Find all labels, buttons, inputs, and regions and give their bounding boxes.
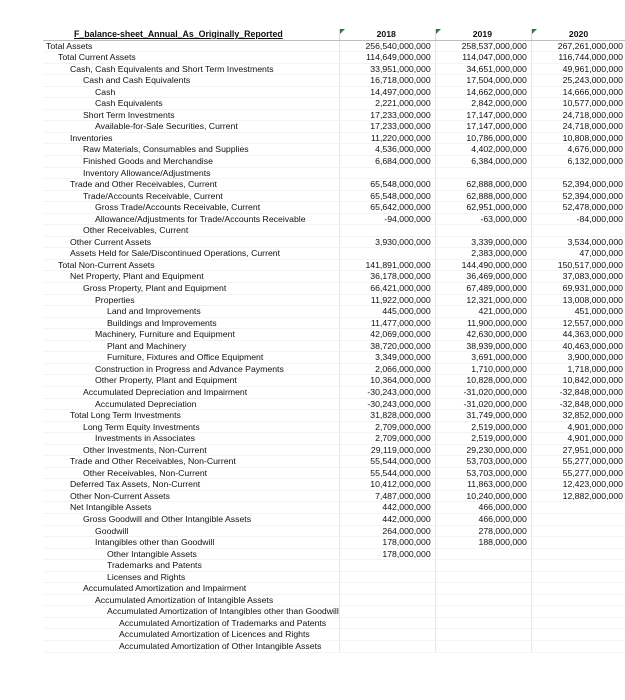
table-row [43,40,625,52]
row-label-cell[interactable]: Construction in Progress and Advance Payments [43,363,339,375]
value-cell-2019[interactable]: 17,504,000,000 [435,75,528,87]
value-cell-2019[interactable]: 10,786,000,000 [435,132,528,144]
table-row [43,502,625,514]
table-row [43,629,625,641]
row-label-cell[interactable]: Cash, Cash Equivalents and Short Term Investments [43,63,339,75]
value-cell-2019[interactable] [435,548,528,560]
table-row [43,98,625,110]
value-cell-2019[interactable]: 2,519,000,000 [435,433,528,445]
value-cell-2019[interactable] [435,594,528,606]
value-cell-2019[interactable] [435,640,528,652]
row-label-cell[interactable]: Buildings and Improvements [43,317,339,329]
sheet-title[interactable]: F_balance-sheet_Annual_As_Originally_Reported [43,29,339,40]
table-row [43,248,625,260]
table-row [43,352,625,364]
value-cell-2020[interactable] [532,571,625,583]
value-cell-2019[interactable]: 2,383,000,000 [435,248,528,260]
value-cell-2020[interactable] [532,548,625,560]
value-cell-2020[interactable]: 267,261,000,000 [532,40,625,52]
row-label-cell[interactable]: Deferred Tax Assets, Non-Current [43,479,339,491]
value-cell-2020[interactable]: 116,744,000,000 [532,52,625,64]
table-row [43,606,625,618]
value-cell-2020[interactable]: 13,008,000,000 [532,294,625,306]
value-cell-2018[interactable]: -30,243,000,000 [339,398,432,410]
value-cell-2018[interactable]: 442,000,000 [339,513,432,525]
value-cell-2018[interactable]: 178,000,000 [339,548,432,560]
table-row [43,202,625,214]
value-cell-2020[interactable]: 55,277,000,000 [532,456,625,468]
row-label-cell[interactable]: Other Investments, Non-Current [43,444,339,456]
row-label-cell[interactable]: Accumulated Depreciation [43,398,339,410]
value-cell-2020[interactable] [532,617,625,629]
row-label-cell[interactable]: Accumulated Depreciation and Impairment [43,386,339,398]
value-cell-2019[interactable]: 10,828,000,000 [435,375,528,387]
balance-sheet-table [43,29,625,653]
row-label-cell[interactable]: Accumulated Amortization of Trademarks and Patents [43,617,339,629]
value-cell-2020[interactable] [532,594,625,606]
table-row [43,86,625,98]
row-label-cell[interactable]: Intangibles other than Goodwill [43,537,339,549]
value-cell-2020[interactable] [532,640,625,652]
row-label-cell[interactable]: Short Term Investments [43,109,339,121]
value-cell-2018[interactable]: 65,548,000,000 [339,179,432,191]
row-label-cell[interactable]: Cash [43,86,339,98]
row-label-cell[interactable]: Other Current Assets [43,236,339,248]
row-label-cell[interactable]: Other Receivables, Current [43,225,339,237]
value-cell-2020[interactable]: 52,394,000,000 [532,190,625,202]
table-row [43,179,625,191]
row-label-cell[interactable]: Properties [43,294,339,306]
row-label-cell[interactable]: Other Receivables, Non-Current [43,467,339,479]
value-cell-2018[interactable]: 178,000,000 [339,537,432,549]
value-cell-2020[interactable]: 37,083,000,000 [532,271,625,283]
year-label: 2020 [568,29,589,39]
value-cell-2018[interactable]: 38,720,000,000 [339,340,432,352]
value-cell-2018[interactable]: 2,066,000,000 [339,363,432,375]
value-cell-2018[interactable]: 2,709,000,000 [339,433,432,445]
row-label-cell[interactable]: Assets Held for Sale/Discontinued Operations, Current [43,248,339,260]
table-row [43,75,625,87]
table-row [43,513,625,525]
table-row [43,109,625,121]
row-label-cell[interactable]: Trade and Other Receivables, Non-Current [43,456,339,468]
value-cell-2018[interactable] [339,629,432,641]
row-label-cell[interactable]: Total Long Term Investments [43,410,339,422]
value-cell-2019[interactable]: 1,710,000,000 [435,363,528,375]
value-cell-2018[interactable]: 114,649,000,000 [339,52,432,64]
table-row [43,259,625,271]
row-label-cell[interactable]: Other Intangible Assets [43,548,339,560]
value-cell-2018[interactable]: 55,544,000,000 [339,456,432,468]
value-cell-2018[interactable]: 2,221,000,000 [339,98,432,110]
value-cell-2020[interactable]: 1,718,000,000 [532,363,625,375]
row-label-cell[interactable]: Cash and Cash Equivalents [43,75,339,87]
value-cell-2020[interactable]: 451,000,000 [532,306,625,318]
table-row [43,386,625,398]
value-cell-2019[interactable]: 34,651,000,000 [435,63,528,75]
value-cell-2019[interactable]: 53,703,000,000 [435,456,528,468]
table-row [43,525,625,537]
value-cell-2018[interactable] [339,594,432,606]
value-cell-2019[interactable] [435,571,528,583]
table-row [43,444,625,456]
value-cell-2018[interactable]: 17,233,000,000 [339,109,432,121]
value-cell-2018[interactable]: 17,233,000,000 [339,121,432,133]
value-cell-2018[interactable]: 10,412,000,000 [339,479,432,491]
row-label-cell[interactable]: Licenses and Rights [43,571,339,583]
row-label-cell[interactable]: Machinery, Furniture and Equipment [43,329,339,341]
value-cell-2020[interactable]: 25,243,000,000 [532,75,625,87]
value-cell-2019[interactable]: 4,402,000,000 [435,144,528,156]
value-cell-2018[interactable]: 7,487,000,000 [339,490,432,502]
row-label-cell[interactable]: Trademarks and Patents [43,560,339,572]
value-cell-2018[interactable]: 3,930,000,000 [339,236,432,248]
value-cell-2019[interactable]: 11,863,000,000 [435,479,528,491]
cell-flag-icon [532,29,537,34]
value-cell-2018[interactable]: 141,891,000,000 [339,259,432,271]
value-cell-2018[interactable]: 2,709,000,000 [339,421,432,433]
row-label-cell[interactable]: Other Property, Plant and Equipment [43,375,339,387]
table-row [43,317,625,329]
value-cell-2020[interactable] [532,525,625,537]
value-cell-2019[interactable]: -31,020,000,000 [435,386,528,398]
value-cell-2019[interactable]: 421,000,000 [435,306,528,318]
value-cell-2018[interactable] [339,606,432,618]
value-cell-2020[interactable] [532,513,625,525]
value-cell-2018[interactable]: 445,000,000 [339,306,432,318]
value-cell-2020[interactable]: 12,882,000,000 [532,490,625,502]
table-row [43,548,625,560]
value-cell-2020[interactable]: 52,478,000,000 [532,202,625,214]
value-cell-2019[interactable]: -31,020,000,000 [435,398,528,410]
value-cell-2020[interactable]: 10,577,000,000 [532,98,625,110]
value-cell-2018[interactable]: 6,684,000,000 [339,156,432,168]
year-header[interactable] [339,29,432,40]
table-row [43,410,625,422]
value-cell-2019[interactable]: 2,519,000,000 [435,421,528,433]
value-cell-2018[interactable]: 33,951,000,000 [339,63,432,75]
value-cell-2018[interactable]: 66,421,000,000 [339,283,432,295]
table-row [43,213,625,225]
value-cell-2018[interactable] [339,248,432,260]
value-cell-2018[interactable]: 4,536,000,000 [339,144,432,156]
value-cell-2020[interactable]: 49,961,000,000 [532,63,625,75]
value-cell-2019[interactable]: 6,384,000,000 [435,156,528,168]
value-cell-2018[interactable]: 31,828,000,000 [339,410,432,422]
value-cell-2020[interactable]: 12,557,000,000 [532,317,625,329]
value-cell-2020[interactable]: 4,901,000,000 [532,421,625,433]
value-cell-2020[interactable] [532,583,625,595]
value-cell-2020[interactable]: 44,363,000,000 [532,329,625,341]
table-row [43,479,625,491]
row-label-cell[interactable]: Total Assets [43,40,339,52]
value-cell-2019[interactable]: 36,469,000,000 [435,271,528,283]
table-row [43,167,625,179]
year-label: 2019 [472,29,493,39]
table-row [43,306,625,318]
table-row [43,537,625,549]
value-cell-2019[interactable]: 258,537,000,000 [435,40,528,52]
table-row [43,144,625,156]
row-label-cell[interactable]: Investments in Associates [43,433,339,445]
value-cell-2020[interactable]: 24,718,000,000 [532,121,625,133]
value-cell-2019[interactable] [435,560,528,572]
value-cell-2020[interactable]: 3,534,000,000 [532,236,625,248]
value-cell-2018[interactable]: 442,000,000 [339,502,432,514]
value-cell-2019[interactable]: 31,749,000,000 [435,410,528,422]
value-cell-2019[interactable]: 12,321,000,000 [435,294,528,306]
row-label-cell[interactable]: Cash Equivalents [43,98,339,110]
cell-flag-icon [436,29,441,34]
table-row [43,340,625,352]
value-cell-2019[interactable]: 3,339,000,000 [435,236,528,248]
value-cell-2020[interactable]: 40,463,000,000 [532,340,625,352]
value-cell-2020[interactable] [532,560,625,572]
value-cell-2018[interactable]: 10,364,000,000 [339,375,432,387]
row-label-cell[interactable]: Accumulated Amortization of Intangibles other than Goodwill [43,606,339,618]
value-cell-2019[interactable]: 17,147,000,000 [435,121,528,133]
table-row [43,225,625,237]
row-label-cell[interactable]: Goodwill [43,525,339,537]
table-row [43,329,625,341]
value-cell-2020[interactable]: 47,000,000 [532,248,625,260]
value-cell-2020[interactable] [532,167,625,179]
value-cell-2020[interactable] [532,537,625,549]
row-label-cell[interactable]: Accumulated Amortization and Impairment [43,583,339,595]
value-cell-2018[interactable]: -94,000,000 [339,213,432,225]
table-row [43,583,625,595]
value-cell-2020[interactable]: 4,676,000,000 [532,144,625,156]
table-row [43,156,625,168]
table-row [43,433,625,445]
row-label-cell[interactable]: Available-for-Sale Securities, Current [43,121,339,133]
value-cell-2018[interactable]: -30,243,000,000 [339,386,432,398]
year-header[interactable] [532,29,625,40]
value-cell-2018[interactable]: 65,642,000,000 [339,202,432,214]
row-label-cell[interactable]: Trade/Accounts Receivable, Current [43,190,339,202]
table-row [43,132,625,144]
value-cell-2018[interactable]: 11,220,000,000 [339,132,432,144]
value-cell-2020[interactable]: 150,517,000,000 [532,259,625,271]
row-label-cell[interactable]: Inventories [43,132,339,144]
value-cell-2018[interactable]: 3,349,000,000 [339,352,432,364]
value-cell-2019[interactable]: -63,000,000 [435,213,528,225]
row-label-cell[interactable]: Net Intangible Assets [43,502,339,514]
header-row [43,29,625,40]
value-cell-2018[interactable] [339,640,432,652]
row-label-cell[interactable]: Allowance/Adjustments for Trade/Accounts Receivable [43,213,339,225]
table-row [43,52,625,64]
year-header[interactable] [435,29,528,40]
cell-flag-icon [340,29,345,34]
row-label-cell[interactable]: Total Current Assets [43,52,339,64]
value-cell-2019[interactable] [435,617,528,629]
value-cell-2018[interactable]: 11,477,000,000 [339,317,432,329]
value-cell-2018[interactable]: 29,119,000,000 [339,444,432,456]
value-cell-2018[interactable] [339,167,432,179]
table-row [43,375,625,387]
table-row [43,467,625,479]
value-cell-2019[interactable]: 10,240,000,000 [435,490,528,502]
table-row [43,490,625,502]
row-label-cell[interactable]: Total Non-Current Assets [43,259,339,271]
value-cell-2020[interactable]: -84,000,000 [532,213,625,225]
value-cell-2020[interactable]: 12,423,000,000 [532,479,625,491]
row-label-cell[interactable]: Gross Property, Plant and Equipment [43,283,339,295]
value-cell-2019[interactable] [435,167,528,179]
row-label-cell[interactable]: Accumulated Amortization of Licences and Rights [43,629,339,641]
value-cell-2019[interactable]: 278,000,000 [435,525,528,537]
row-label-cell[interactable]: Inventory Allowance/Adjustments [43,167,339,179]
value-cell-2018[interactable]: 14,497,000,000 [339,86,432,98]
value-cell-2020[interactable]: -32,848,000,000 [532,386,625,398]
value-cell-2018[interactable]: 55,544,000,000 [339,467,432,479]
value-cell-2019[interactable]: 53,703,000,000 [435,467,528,479]
row-label-cell[interactable]: Finished Goods and Merchandise [43,156,339,168]
value-cell-2020[interactable] [532,225,625,237]
row-label-cell[interactable]: Trade and Other Receivables, Current [43,179,339,191]
value-cell-2018[interactable] [339,225,432,237]
row-label-cell[interactable]: Accumulated Amortization of Intangible Assets [43,594,339,606]
value-cell-2019[interactable]: 114,047,000,000 [435,52,528,64]
table-row [43,236,625,248]
value-cell-2018[interactable]: 264,000,000 [339,525,432,537]
row-label-cell[interactable]: Plant and Machinery [43,340,339,352]
value-cell-2019[interactable]: 67,489,000,000 [435,283,528,295]
value-cell-2019[interactable]: 14,662,000,000 [435,86,528,98]
value-cell-2018[interactable] [339,617,432,629]
value-cell-2019[interactable]: 38,939,000,000 [435,340,528,352]
value-cell-2019[interactable]: 466,000,000 [435,502,528,514]
row-label-cell[interactable]: Long Term Equity Investments [43,421,339,433]
value-cell-2020[interactable]: 52,394,000,000 [532,179,625,191]
table-row [43,560,625,572]
row-label-cell[interactable]: Accumulated Amortization of Other Intangible Assets [43,640,339,652]
value-cell-2020[interactable]: 27,951,000,000 [532,444,625,456]
value-cell-2018[interactable]: 256,540,000,000 [339,40,432,52]
value-cell-2020[interactable]: 6,132,000,000 [532,156,625,168]
table-row [43,363,625,375]
row-label-cell[interactable]: Other Non-Current Assets [43,490,339,502]
value-cell-2019[interactable]: 62,951,000,000 [435,202,528,214]
table-row [43,571,625,583]
value-cell-2020[interactable]: 24,718,000,000 [532,109,625,121]
value-cell-2020[interactable]: 32,852,000,000 [532,410,625,422]
row-label-cell[interactable]: Net Property, Plant and Equipment [43,271,339,283]
table-row [43,283,625,295]
table-row [43,617,625,629]
value-cell-2019[interactable]: 29,230,000,000 [435,444,528,456]
table-row [43,294,625,306]
value-cell-2018[interactable] [339,583,432,595]
value-cell-2020[interactable]: 10,842,000,000 [532,375,625,387]
value-cell-2019[interactable]: 11,900,000,000 [435,317,528,329]
value-cell-2018[interactable] [339,571,432,583]
table-row [43,63,625,75]
value-cell-2018[interactable]: 36,178,000,000 [339,271,432,283]
value-cell-2019[interactable] [435,629,528,641]
value-cell-2020[interactable]: 55,277,000,000 [532,467,625,479]
table-row [43,398,625,410]
value-cell-2018[interactable]: 65,548,000,000 [339,190,432,202]
value-cell-2019[interactable]: 17,147,000,000 [435,109,528,121]
value-cell-2018[interactable] [339,560,432,572]
table-row [43,121,625,133]
value-cell-2019[interactable]: 62,888,000,000 [435,190,528,202]
value-cell-2020[interactable]: 4,901,000,000 [532,433,625,445]
table-row [43,456,625,468]
value-cell-2020[interactable]: 14,666,000,000 [532,86,625,98]
table-row [43,640,625,652]
row-label-cell[interactable]: Land and Improvements [43,306,339,318]
value-cell-2020[interactable] [532,606,625,618]
row-label-cell[interactable]: Raw Materials, Consumables and Supplies [43,144,339,156]
value-cell-2020[interactable] [532,629,625,641]
table-row [43,594,625,606]
value-cell-2019[interactable]: 466,000,000 [435,513,528,525]
value-cell-2018[interactable]: 16,718,000,000 [339,75,432,87]
value-cell-2019[interactable]: 3,691,000,000 [435,352,528,364]
value-cell-2019[interactable]: 188,000,000 [435,537,528,549]
value-cell-2019[interactable]: 62,888,000,000 [435,179,528,191]
row-label-cell[interactable]: Furniture, Fixtures and Office Equipment [43,352,339,364]
table-row [43,271,625,283]
table-row [43,190,625,202]
value-cell-2018[interactable]: 42,069,000,000 [339,329,432,341]
table-row [43,421,625,433]
value-cell-2019[interactable]: 144,490,000,000 [435,259,528,271]
value-cell-2019[interactable] [435,606,528,618]
value-cell-2019[interactable]: 42,630,000,000 [435,329,528,341]
value-cell-2020[interactable]: 10,808,000,000 [532,132,625,144]
value-cell-2020[interactable] [532,502,625,514]
value-cell-2018[interactable]: 11,922,000,000 [339,294,432,306]
value-cell-2020[interactable]: 69,931,000,000 [532,283,625,295]
value-cell-2020[interactable]: 3,900,000,000 [532,352,625,364]
row-label-cell[interactable]: Gross Trade/Accounts Receivable, Current [43,202,339,214]
value-cell-2019[interactable] [435,583,528,595]
value-cell-2019[interactable]: 2,842,000,000 [435,98,528,110]
value-cell-2019[interactable] [435,225,528,237]
value-cell-2020[interactable]: -32,848,000,000 [532,398,625,410]
year-label: 2018 [376,29,396,39]
row-label-cell[interactable]: Gross Goodwill and Other Intangible Assets [43,513,339,525]
